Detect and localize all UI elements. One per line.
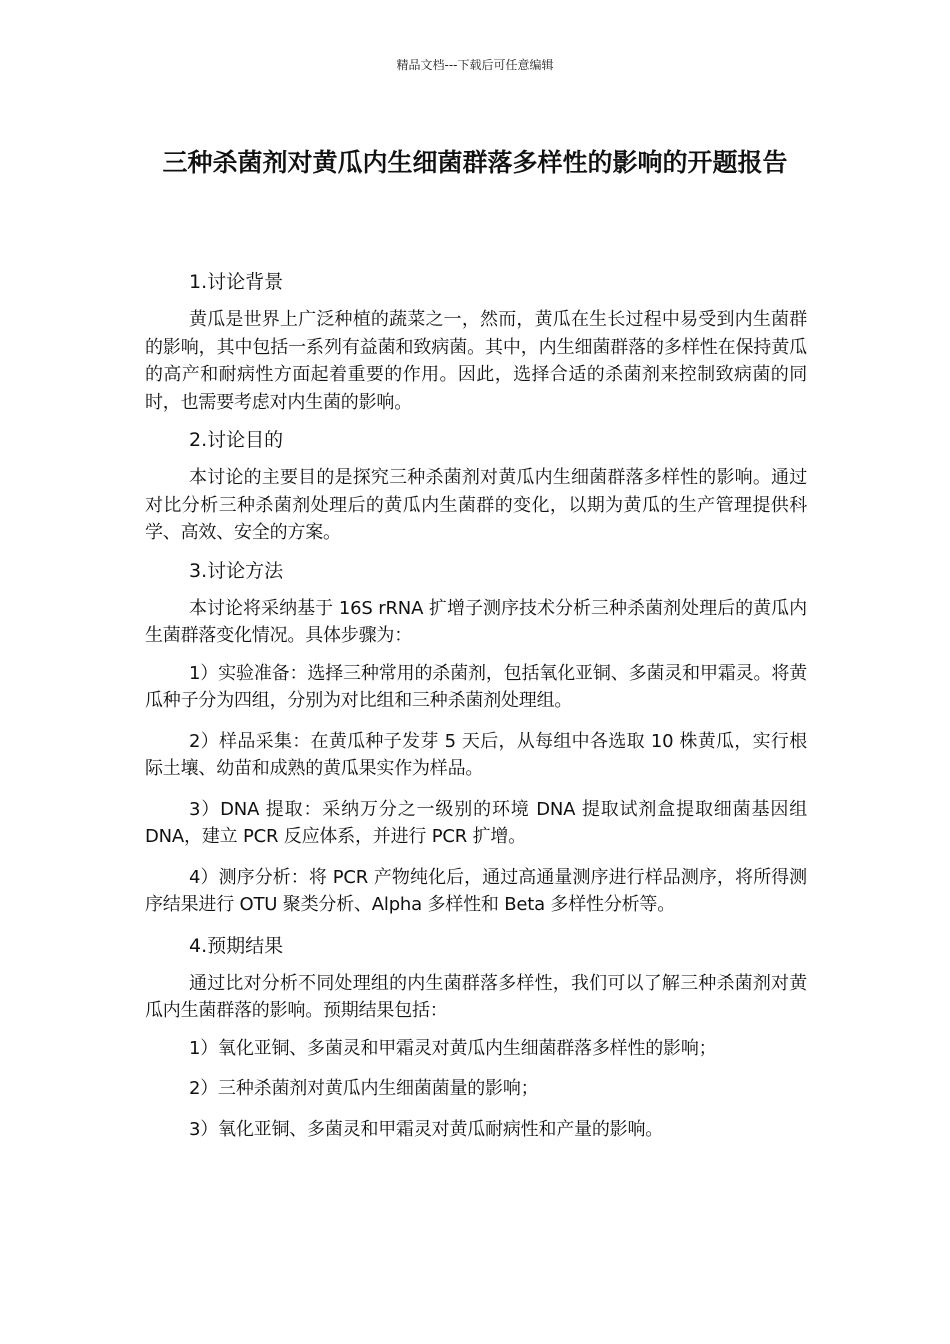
paragraph: 本讨论将采纳基于 16S rRNA 扩增子测序技术分析三种杀菌剂处理后的黄瓜内生菌群落变化情况。具体步骤为： — [145, 597, 807, 646]
section-purpose — [145, 426, 807, 547]
paragraph: 黄瓜是世界上广泛种植的蔬菜之一，然而，黄瓜在生长过程中易受到内生菌群的影响，其中包括一系列有益菌和致病菌。其中，内生细菌群落的多样性在保持黄瓜的高产和耐病性方面起着重要的作用。因此，选择合适的杀菌剂来控制致病菌的同时，也需要考虑对内生菌的影响。 — [145, 309, 807, 413]
paragraph: 本讨论的主要目的是探究三种杀菌剂对黄瓜内生细菌群落多样性的影响。通过对比分析三种杀菌剂处理后的黄瓜内生菌群的变化，以期为黄瓜的生产管理提供科学、高效、安全的方案。 — [145, 467, 807, 543]
section-heading: 3.讨论方法 — [189, 559, 284, 582]
list-item: 2）三种杀菌剂对黄瓜内生细菌菌量的影响； — [189, 1078, 539, 1099]
section-background — [145, 268, 807, 416]
list-item: 3）DNA 提取：采纳万分之一级别的环境 DNA 提取试剂盒提取细菌基因组 DNA，建立 PCR 反应体系，并进行 PCR 扩增。 — [145, 798, 807, 847]
section-heading: 4.预期结果 — [189, 934, 284, 957]
list-item: 1）实验准备：选择三种常用的杀菌剂，包括氧化亚铜、多菌灵和甲霜灵。将黄瓜种子分为四组，分别为对比组和三种杀菌剂处理组。 — [145, 662, 807, 711]
section-methods — [145, 557, 807, 919]
section-expected-results — [145, 932, 807, 1144]
header-note: 精品文档---下载后可任意编辑 — [396, 58, 554, 72]
list-item: 1）氧化亚铜、多菌灵和甲霜灵对黄瓜内生细菌群落多样性的影响； — [189, 1037, 717, 1059]
section-heading: 1.讨论背景 — [189, 271, 284, 293]
list-item: 4）测序分析：将 PCR 产物纯化后，通过高通量测序进行样品测序，将所得测序结果进行 OTU 聚类分析、Alpha 多样性和 Beta 多样性分析等。 — [145, 866, 807, 915]
document-body — [145, 268, 807, 1156]
paragraph: 通过比对分析不同处理组的内生菌群落多样性，我们可以了解三种杀菌剂对黄瓜内生菌群落的影响。预期结果包括： — [145, 972, 807, 1021]
list-item: 3）氧化亚铜、多菌灵和甲霜灵对黄瓜耐病性和产量的影响。 — [189, 1118, 664, 1140]
list-item: 2）样品采集：在黄瓜种子发芽 5 天后，从每组中各选取 10 株黄瓜，实行根际土壤、幼苗和成熟的黄瓜果实作为样品。 — [145, 730, 807, 779]
section-heading: 2.讨论目的 — [189, 429, 284, 451]
document-title: 三种杀菌剂对黄瓜内生细菌群落多样性的影响的开题报告 — [162, 148, 788, 177]
